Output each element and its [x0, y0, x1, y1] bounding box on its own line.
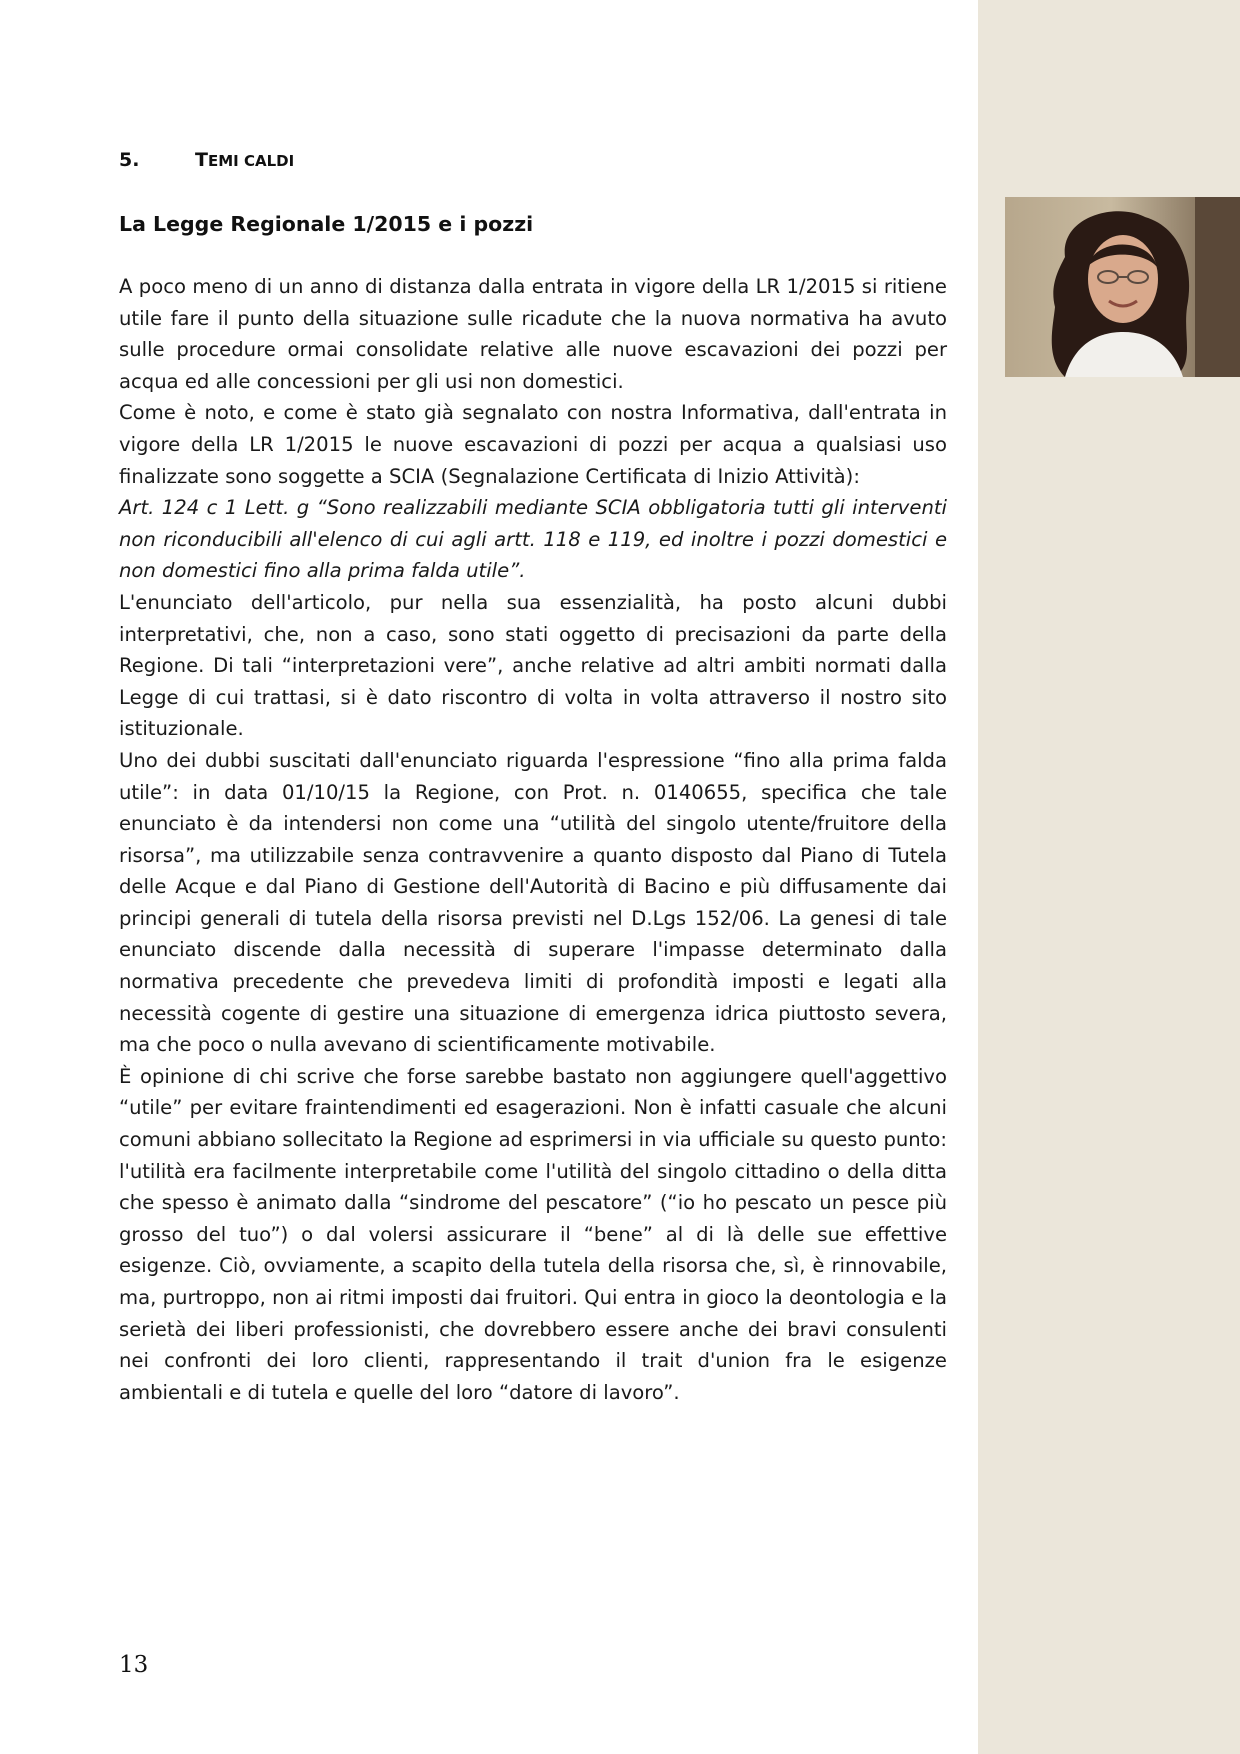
section-number: 5.	[119, 149, 140, 171]
paragraph: A poco meno di un anno di distanza dalla entrata in vigore della LR 1/2015 si ritiene utile fare il punto della situazione sulle ricadute che la nuova normativa ha avuto sulle procedure ormai consolidate relative alle nuove escavazioni dei pozzi per acqua ed alle concessioni per gli usi non domestici.	[119, 275, 947, 393]
paragraph: Uno dei dubbi suscitati dall'enunciato riguarda l'espressione “fino alla prima falda utile”: in data 01/10/15 la Regione, con Prot. n. 0140655, specifica che tale enunciato è da intendersi non come una “utilità del singolo utente/fruitore della risorsa”, ma utilizzabile senza contravvenire a quanto disposto dal Piano di Tutela delle Acque e dal Piano di Gestione dell'Autorità di Bacino e più diffusamente dai principi generali di tutela della risorsa previsti nel D.Lgs 152/06. La genesi di tale enunciato discende dalla necessità di superare l'impasse determinato dalla normativa precedente che prevedeva limiti di profondità imposti e legati alla necessità cogente di gestire una situazione di emergenza idrica piuttosto severa, ma che poco o nulla avevano di scientificamente motivabile.	[119, 748, 947, 1057]
quoted-article: Art. 124 c 1 Lett. g “Sono realizzabili mediante SCIA obbligatoria tutti gli interventi non riconducibili all'elenco di cui agli artt. 118 e 119, ed inoltre i pozzi domestici e non domestici fino alla prima falda utile”.	[119, 496, 947, 583]
page-number: 13	[119, 1652, 149, 1678]
portrait-image	[1005, 197, 1240, 377]
section-heading	[119, 149, 294, 171]
paragraph: Come è noto, e come è stato già segnalato con nostra Informativa, dall'entrata in vigore della LR 1/2015 le nuove escavazioni di pozzi per acqua a qualsiasi uso finalizzate sono soggette a SCIA (Segnalazione Certificata di Inizio Attività):	[119, 401, 947, 488]
section-title-rest: EMI CALDI	[207, 152, 295, 170]
article-title: La Legge Regionale 1/2015 e i pozzi	[119, 212, 534, 236]
paragraph: L'enunciato dell'articolo, pur nella sua essenzialità, ha posto alcuni dubbi interpretativi, che, non a caso, sono stati oggetto di precisazioni da parte della Regione. Di tali “interpretazioni vere”, anche relative ad altri ambiti normati dalla Legge di cui trattasi, si è dato riscontro di volta in volta attraverso il nostro sito istituzionale.	[119, 590, 947, 741]
section-title-initial: T	[195, 149, 208, 171]
paragraph: È opinione di chi scrive che forse sarebbe bastato non aggiungere quell'aggettivo “utile” per evitare fraintendimenti ed esagerazioni. Non è infatti casuale che alcuni comuni abbiano sollecitato la Regione ad esprimersi in via ufficiale su questo punto: l'utilità era facilmente interpretabile come l'utilità del singolo cittadino o della ditta che spesso è animato dalla “sindrome del pescatore” (“io ho pescato un pesce più grosso del tuo”) o dal volersi assicurare il “bene” al di là delle sue effettive esigenze. Ciò, ovviamente, a scapito della tutela della risorsa che, sì, è rinnovabile, ma, purtroppo, non ai ritmi imposti dai fruitori. Qui entra in gioco la deontologia e la serietà dei liberi professionisti, che dovrebbero essere anche dei bravi consulenti nei confronti dei loro clienti, rappresentando il trait d'union fra le esigenze ambientali e di tutela e quelle del loro “datore di lavoro”.	[119, 1064, 947, 1404]
author-photo	[1005, 197, 1240, 377]
article-body	[119, 271, 947, 1408]
